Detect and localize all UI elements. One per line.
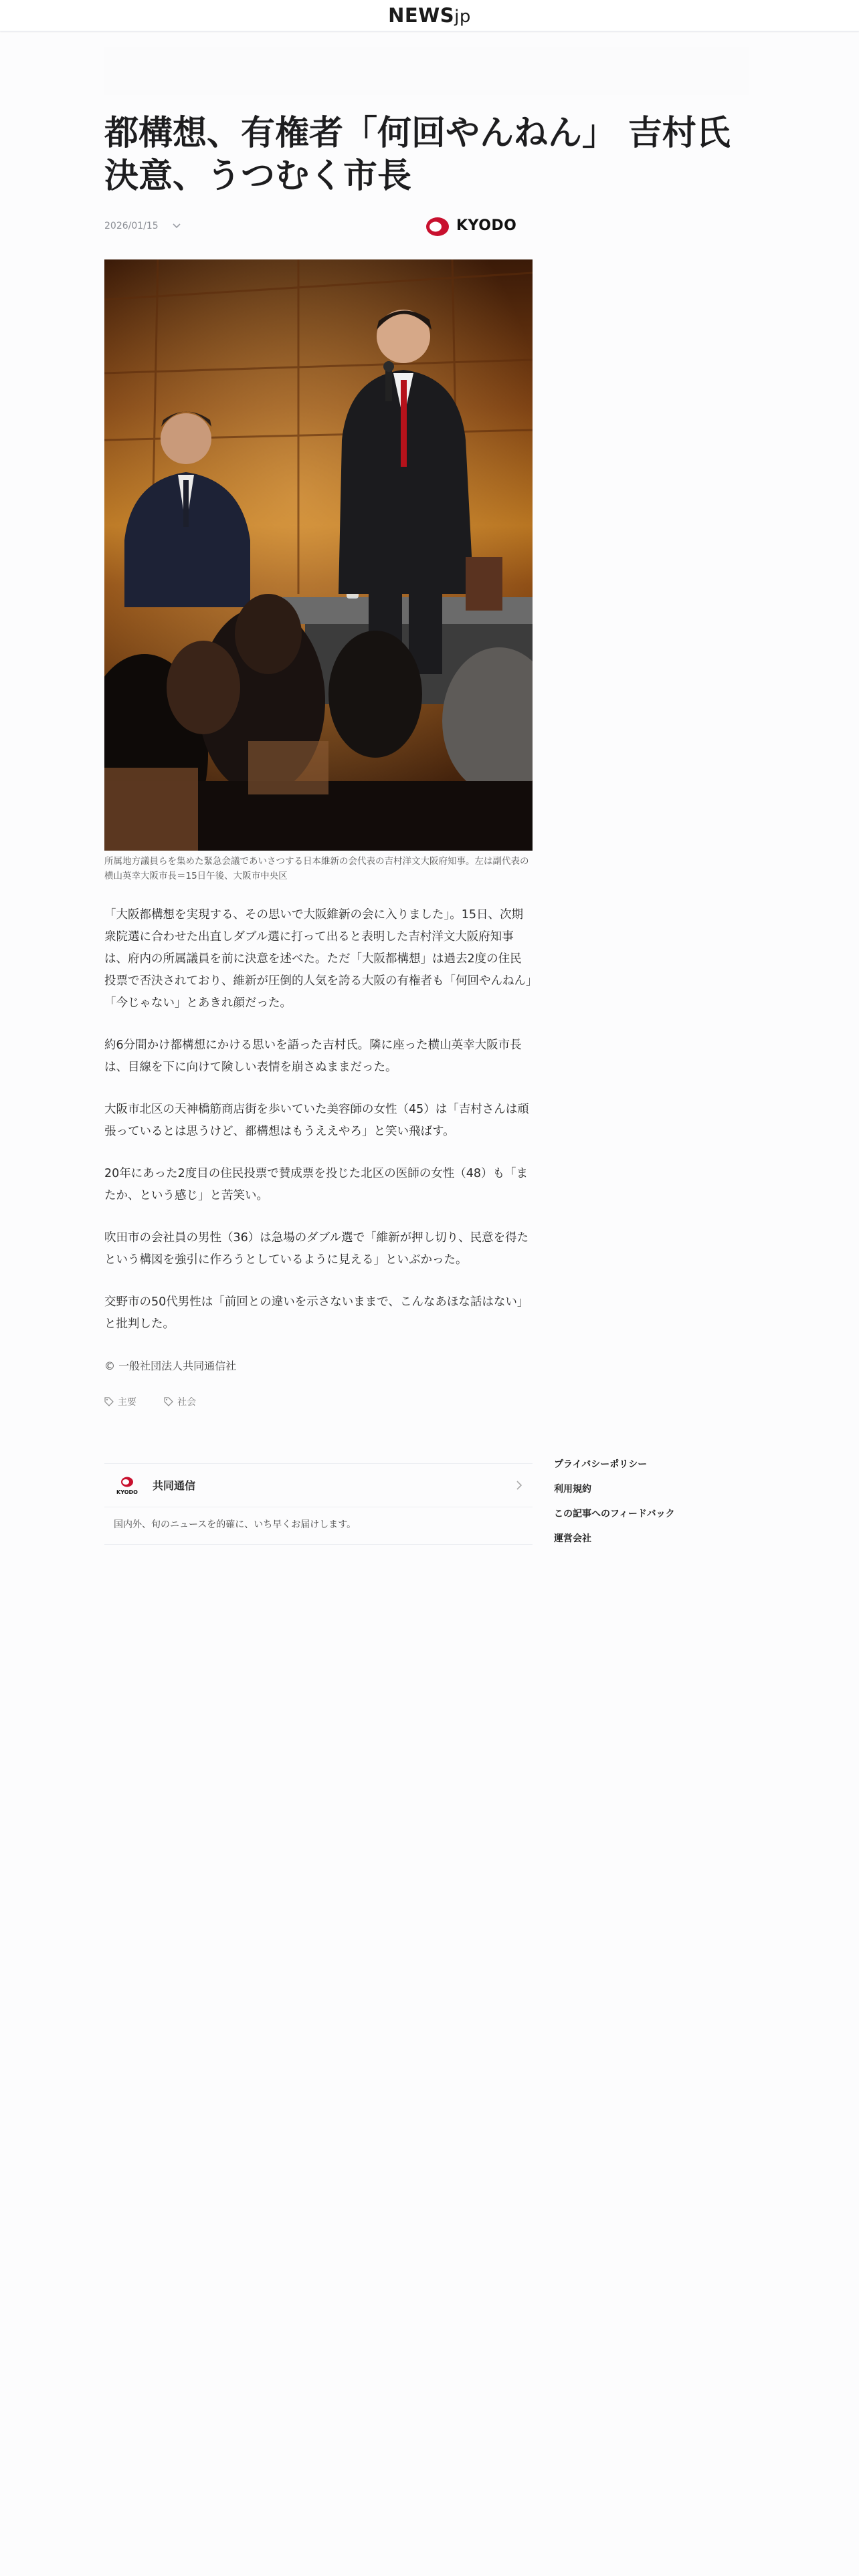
tag-list [104,1395,220,1408]
paragraph: 交野市の50代男性は「前回との違いを示さないままで、こんなあほな話はない」と批判した。 [104,1295,529,1331]
copyright: © 一般社団法人共同通信社 [104,1360,237,1372]
site-logo[interactable] [0,4,859,27]
publish-date: 2026/01/15 [104,221,159,231]
paragraph: 大阪市北区の天神橋筋商店街を歩いていた美容師の女性（45）は「吉村さんは頑張っているとは思うけど、都構想はもうええやろ」と笑い飛ばす。 [104,1103,529,1138]
logo-suffix-text: jp [454,7,471,27]
tag-label: 社会 [177,1397,197,1408]
article-photo [104,259,533,851]
source-card-header[interactable] [104,1464,533,1507]
top-bar [0,0,859,31]
paragraph: 約6分間かけ都構想にかける思いを語った吉村氏。隣に座った横山英幸大阪市長は、目線を下に向けて険しい表情を崩さぬままだった。 [104,1039,522,1074]
paragraph: 20年にあった2度目の住民投票で賛成票を投じた北区の医師の女性（48）も「またか、という感じ」と苦笑い。 [104,1167,528,1202]
operator-link[interactable]: 運営会社 [554,1533,591,1544]
tag-icon [164,1397,173,1406]
source-logo[interactable] [425,215,519,239]
chevron-right-icon[interactable] [512,1479,526,1492]
source-card-logo-text: KYODO [116,1489,138,1495]
source-description: 国内外、旬のニュースを的確に、いち早くお届けします。 [114,1519,357,1530]
source-card-logo [112,1475,142,1497]
kyodo-logo-icon [425,215,450,239]
chevron-down-icon[interactable] [171,220,182,231]
logo-main-text: NEWS [388,4,455,27]
feedback-link[interactable]: この記事へのフィードバック [554,1509,675,1519]
paragraph: 「大阪都構想を実現する、その思いで大阪維新の会に入りました」。15日、次期衆院選に合わせた出直しダブル選に打って出ると表明した吉村洋文大阪府知事は、府内の所属議員を前に決意を述べた。ただ「大阪都構想」は過去2度の住民投票で否決されており、維新が圧倒的人気を誇る大阪の有権者も「何回やんねん」「今じゃない」とあきれ顔だった。 [104,908,532,1010]
tag-society[interactable] [164,1395,196,1408]
source-name: 共同通信 [153,1479,196,1492]
terms-link[interactable]: 利用規約 [554,1484,591,1495]
source-logo-text: KYODO [456,217,517,234]
tag-label: 主要 [118,1397,136,1408]
privacy-policy-link[interactable]: プライバシーポリシー [554,1459,648,1470]
paragraph: 吹田市の会社員の男性（36）は急場のダブル選で「維新が押し切り、民意を得たという構図を強引に作ろうとしているように見える」といぶかった。 [104,1231,529,1267]
footer-links [554,1453,675,1551]
photo-caption: 所属地方議員らを集めた緊急会議であいさつする日本維新の会代表の吉村洋文大阪府知事。左は副代表の横山英幸大阪市長＝15日午後、大阪市中央区 [104,856,529,881]
article-title: 都構想、有権者「何回やんねん」 吉村氏決意、うつむく市長 [104,114,731,196]
tag-icon [104,1397,114,1406]
tag-main[interactable] [104,1395,136,1408]
ad-placeholder [104,47,749,95]
article-body [104,904,533,1356]
source-card[interactable] [104,1463,533,1545]
